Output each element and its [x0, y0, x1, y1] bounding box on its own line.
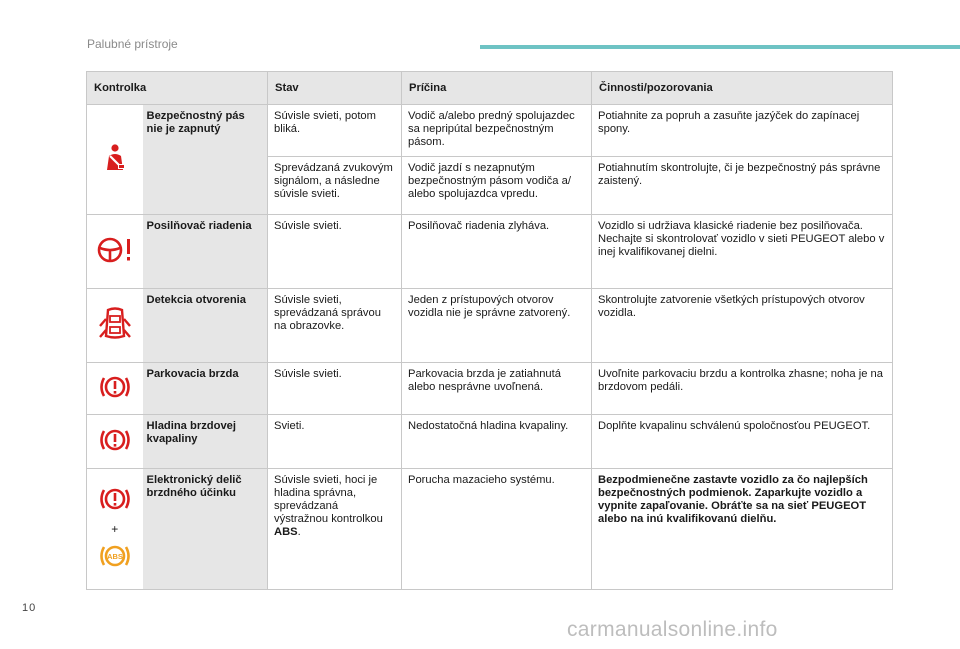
- icon-cell: [87, 363, 143, 415]
- icon-cell: [87, 215, 143, 289]
- stav-abs-bold: ABS: [274, 526, 298, 538]
- pricina-cell: Vodič a/alebo predný spolujazdec sa nepripútal bezpečnostným pásom.: [402, 105, 592, 157]
- column-header-cinnosti: Činnosti/pozorovania: [592, 72, 893, 105]
- stav-cell: [268, 469, 402, 590]
- stav-cell: Sprevádzaná zvukovým signálom, a následne súvisle svieti.: [268, 157, 402, 215]
- column-header-kontrolka: Kontrolka: [87, 72, 268, 105]
- pricina-cell: Nedostatočná hladina kvapaliny.: [402, 415, 592, 469]
- stav-cell: Súvisle svieti.: [268, 363, 402, 415]
- stav-cell: Svieti.: [268, 415, 402, 469]
- cinnosti-cell: Potiahnutím skontrolujte, či je bezpečnostný pás správne zaistený.: [592, 157, 893, 215]
- cinnosti-cell: Potiahnite za popruh a zasuňte jazýček do zapínacej spony.: [592, 105, 893, 157]
- table-row: [87, 469, 893, 590]
- pricina-cell: Posilňovač riadenia zlyháva.: [402, 215, 592, 289]
- brake-warning-icon: [98, 426, 132, 458]
- plus-sign: +: [111, 521, 119, 536]
- pricina-cell: Parkovacia brzda je zatiahnutá alebo nesprávne uvoľnená.: [402, 363, 592, 415]
- cinnosti-cell: Skontrolujte zatvorenie všetkých prístupových otvorov vozidla.: [592, 289, 893, 363]
- cinnosti-cell: Bezpodmienečne zastavte vozidlo za čo najlepších bezpečnostných podmienok. Zaparkujte vozidlo a vypnite zapaľovanie. Obráťte sa na sieť PEUGEOT alebo na inú kvalifikovanú dielňu.: [592, 469, 893, 590]
- icon-cell: [87, 289, 143, 363]
- warning-name: Detekcia otvorenia: [143, 289, 268, 363]
- warning-name: Elektronický delič brzdného účinku: [143, 469, 268, 590]
- column-header-pricina: Príčina: [402, 72, 592, 105]
- pricina-cell: Vodič jazdí s nezapnutým bezpečnostným pásom vodiča a/ alebo spolujazdca vpredu.: [402, 157, 592, 215]
- door-open-icon: [98, 306, 132, 346]
- pricina-cell: Porucha mazacieho systému.: [402, 469, 592, 590]
- brake-warning-icon: [98, 485, 132, 517]
- cinnosti-cell: Uvoľnite parkovaciu brzdu a kontrolka zhasne; noha je na brzdovom pedáli.: [592, 363, 893, 415]
- brake-warning-icon: [98, 373, 132, 405]
- table-row: [87, 215, 893, 289]
- table-row: [87, 105, 893, 157]
- warning-lights-table: [86, 71, 893, 590]
- table-row: [87, 289, 893, 363]
- warning-name: Parkovacia brzda: [143, 363, 268, 415]
- icon-cell: [87, 469, 143, 590]
- page-number: 10: [22, 602, 37, 614]
- seatbelt-icon: [102, 143, 128, 177]
- abs-icon: [98, 542, 132, 574]
- table-row: [87, 415, 893, 469]
- watermark: carmanualsonline.info: [567, 618, 778, 641]
- header-accent-bar: [480, 45, 960, 49]
- icon-cell: [87, 415, 143, 469]
- cinnosti-cell: Doplňte kvapalinu schválenú spoločnosťou PEUGEOT.: [592, 415, 893, 469]
- stav-cell: Súvisle svieti, sprevádzaná správou na obrazovke.: [268, 289, 402, 363]
- page-header-title: Palubné prístroje: [87, 37, 178, 51]
- warning-name: Bezpečnostný pás nie je zapnutý: [143, 105, 268, 215]
- stav-cell: Súvisle svieti.: [268, 215, 402, 289]
- stav-text: Súvisle svieti, hoci je hladina správna, sprevádzaná výstražnou kontrolkou: [274, 474, 383, 525]
- steering-wheel-warning-icon: [95, 235, 135, 269]
- stav-end: .: [297, 526, 301, 538]
- abs-icon-label: ABS: [106, 551, 123, 561]
- icon-cell: [87, 105, 143, 215]
- cinnosti-cell: Vozidlo si udržiava klasické riadenie bez posilňovača. Nechajte si skontrolovať vozidlo v sieti PEUGEOT alebo v inej kvalifikovanej dielni.: [592, 215, 893, 289]
- column-header-stav: Stav: [268, 72, 402, 105]
- stav-cell: Súvisle svieti, potom bliká.: [268, 105, 402, 157]
- pricina-cell: Jeden z prístupových otvorov vozidla nie je správne zatvorený.: [402, 289, 592, 363]
- warning-name: Posilňovač riadenia: [143, 215, 268, 289]
- table-row: [87, 363, 893, 415]
- table-header-row: [87, 72, 893, 105]
- warning-name: Hladina brzdovej kvapaliny: [143, 415, 268, 469]
